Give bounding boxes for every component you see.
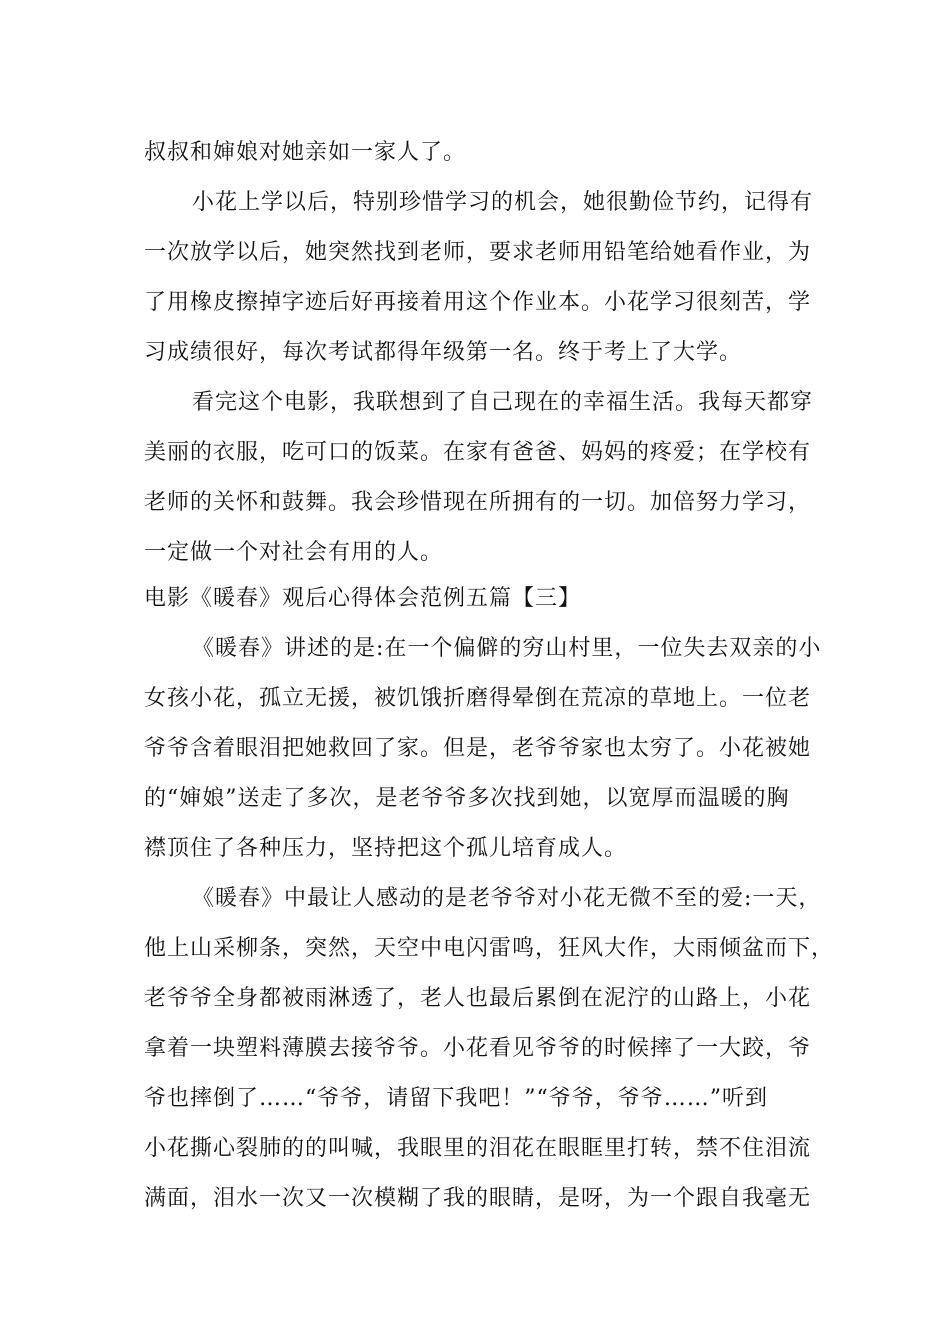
text-line-11: 《暖春》讲述的是:在一个偏僻的穷山村里，一位失去双亲的小 bbox=[192, 636, 822, 661]
text-line-22: 满面，泪水一次又一次模糊了我的眼睛，是呀，为一个跟自我毫无 bbox=[144, 1186, 812, 1211]
section-heading: 电影《暖春》观后心得体会范例五篇【三】 bbox=[144, 586, 582, 611]
text-line-5: 习成绩很好，每次考试都得年级第一名。终于考上了大学。 bbox=[144, 340, 743, 365]
text-line-21: 小花撕心裂肺的的叫喊，我眼里的泪花在眼眶里打转，禁不住泪流 bbox=[144, 1136, 812, 1161]
text-line-3: 一次放学以后，她突然找到老师，要求老师用铅笔给她看作业，为 bbox=[144, 240, 812, 265]
text-line-4: 了用橡皮擦掉字迹后好再接着用这个作业本。小花学习很刻苦，学 bbox=[144, 290, 812, 315]
text-line-9: 一定做一个对社会有用的人。 bbox=[144, 540, 444, 565]
text-line-15: 襟顶住了各种压力，坚持把这个孤儿培育成人。 bbox=[144, 836, 628, 861]
text-line-1: 叔叔和婶娘对她亲如一家人了。 bbox=[144, 140, 467, 165]
text-line-14: 的“婶娘”送走了多次，是老爷爷多次找到她，以宽厚而温暖的胸 bbox=[144, 786, 790, 811]
text-line-12: 女孩小花，孤立无援，被饥饿折磨得晕倒在荒凉的草地上。一位老 bbox=[144, 686, 812, 711]
text-line-2: 小花上学以后，特别珍惜学习的机会，她很勤俭节约，记得有 bbox=[192, 190, 814, 215]
text-line-16: 《暖春》中最让人感动的是老爷爷对小花无微不至的爱:一天， bbox=[192, 886, 822, 911]
text-line-20: 爷也摔倒了……“爷爷，请留下我吧！”“爷爷，爷爷……”听到 bbox=[144, 1086, 768, 1111]
text-line-6: 看完这个电影，我联想到了自己现在的幸福生活。我每天都穿 bbox=[192, 390, 814, 415]
text-line-18: 老爷爷全身都被雨淋透了，老人也最后累倒在泥泞的山路上，小花 bbox=[144, 986, 812, 1011]
text-line-7: 美丽的衣服，吃可口的饭菜。在家有爸爸、妈妈的疼爱；在学校有 bbox=[144, 440, 812, 465]
text-line-8: 老师的关怀和鼓舞。我会珍惜现在所拥有的一切。加倍努力学习， bbox=[144, 490, 812, 515]
text-line-19: 拿着一块塑料薄膜去接爷爷。小花看见爷爷的时候摔了一大跤，爷 bbox=[144, 1036, 812, 1061]
text-line-17: 他上山采柳条，突然，天空中电闪雷鸣，狂风大作，大雨倾盆而下， bbox=[144, 936, 835, 961]
text-line-13: 爷爷含着眼泪把她救回了家。但是，老爷爷家也太穷了。小花被她 bbox=[144, 736, 812, 761]
